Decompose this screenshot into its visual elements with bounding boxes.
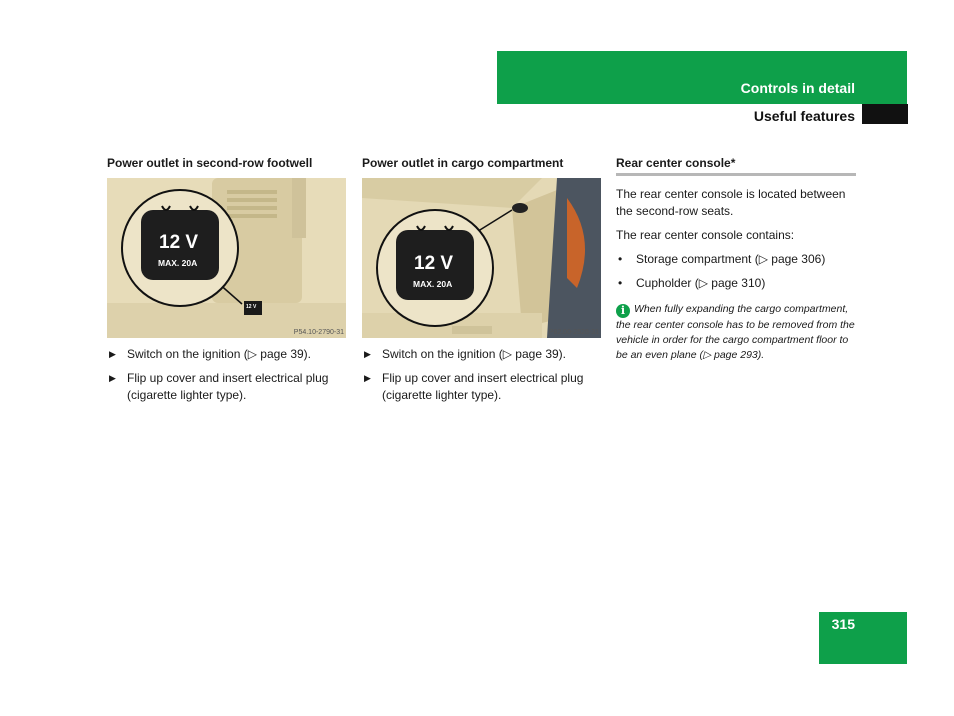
list-item: ▶ Switch on the ignition (▷ page 39). xyxy=(364,347,567,361)
cargo-image-code: P82.00-2528-31 xyxy=(548,329,599,336)
arrow-bullet-icon: ▶ xyxy=(364,349,371,359)
footwell-photo xyxy=(107,178,346,338)
column-footwell xyxy=(107,156,347,411)
info-icon: i xyxy=(616,304,630,318)
arrow-bullet-icon: ▶ xyxy=(109,349,116,359)
cargo-steps xyxy=(362,346,602,404)
footwell-voltage-label: 12 V xyxy=(159,232,199,253)
bullet-dot-icon: • xyxy=(618,276,623,290)
footwell-heading: Power outlet in second-row footwell xyxy=(107,156,313,170)
console-heading: Rear center console* xyxy=(616,156,856,176)
console-bullets xyxy=(616,251,856,292)
list-item: ▶ Switch on the ignition (▷ page 39). xyxy=(109,347,312,361)
list-item: • Storage compartment (▷ page 306) xyxy=(618,252,826,266)
console-contains: The rear center console contains: xyxy=(616,228,795,242)
chapter-title: Controls in detail xyxy=(740,80,855,96)
console-intro: The rear center console is located between the second-row seats. xyxy=(616,187,846,218)
footwell-image-code: P54.10-2790-31 xyxy=(293,329,344,336)
cargo-max-label: MAX. 20A xyxy=(413,279,453,289)
column-cargo xyxy=(362,156,602,411)
footwell-steps xyxy=(107,346,347,404)
cargo-voltage-label: 12 V xyxy=(414,253,454,274)
info-note xyxy=(616,302,856,363)
column-console xyxy=(616,156,856,363)
list-item: ▶ Flip up cover and insert electrical plug (cigarette lighter type). xyxy=(109,371,329,402)
list-item: • Cupholder (▷ page 310) xyxy=(618,276,766,290)
cargo-heading: Power outlet in cargo compartment xyxy=(362,156,564,170)
section-tab xyxy=(862,104,908,124)
footwell-small-label: 12 V xyxy=(246,304,257,310)
arrow-bullet-icon: ▶ xyxy=(109,373,116,383)
section-title: Useful features xyxy=(753,108,855,124)
arrow-bullet-icon: ▶ xyxy=(364,373,371,383)
bullet-dot-icon: • xyxy=(618,252,623,266)
list-item: ▶ Flip up cover and insert electrical plug (cigarette lighter type). xyxy=(364,371,584,402)
info-note-text: When fully expanding the cargo compartment, the rear center console has to be removed from the vehicle in order for the cargo compartment floor to be an even plane (▷ page 293). xyxy=(616,303,855,361)
header-band xyxy=(497,51,907,104)
footwell-max-label: MAX. 20A xyxy=(158,258,198,268)
page-number: 315 xyxy=(831,616,855,632)
cargo-photo xyxy=(362,178,601,338)
